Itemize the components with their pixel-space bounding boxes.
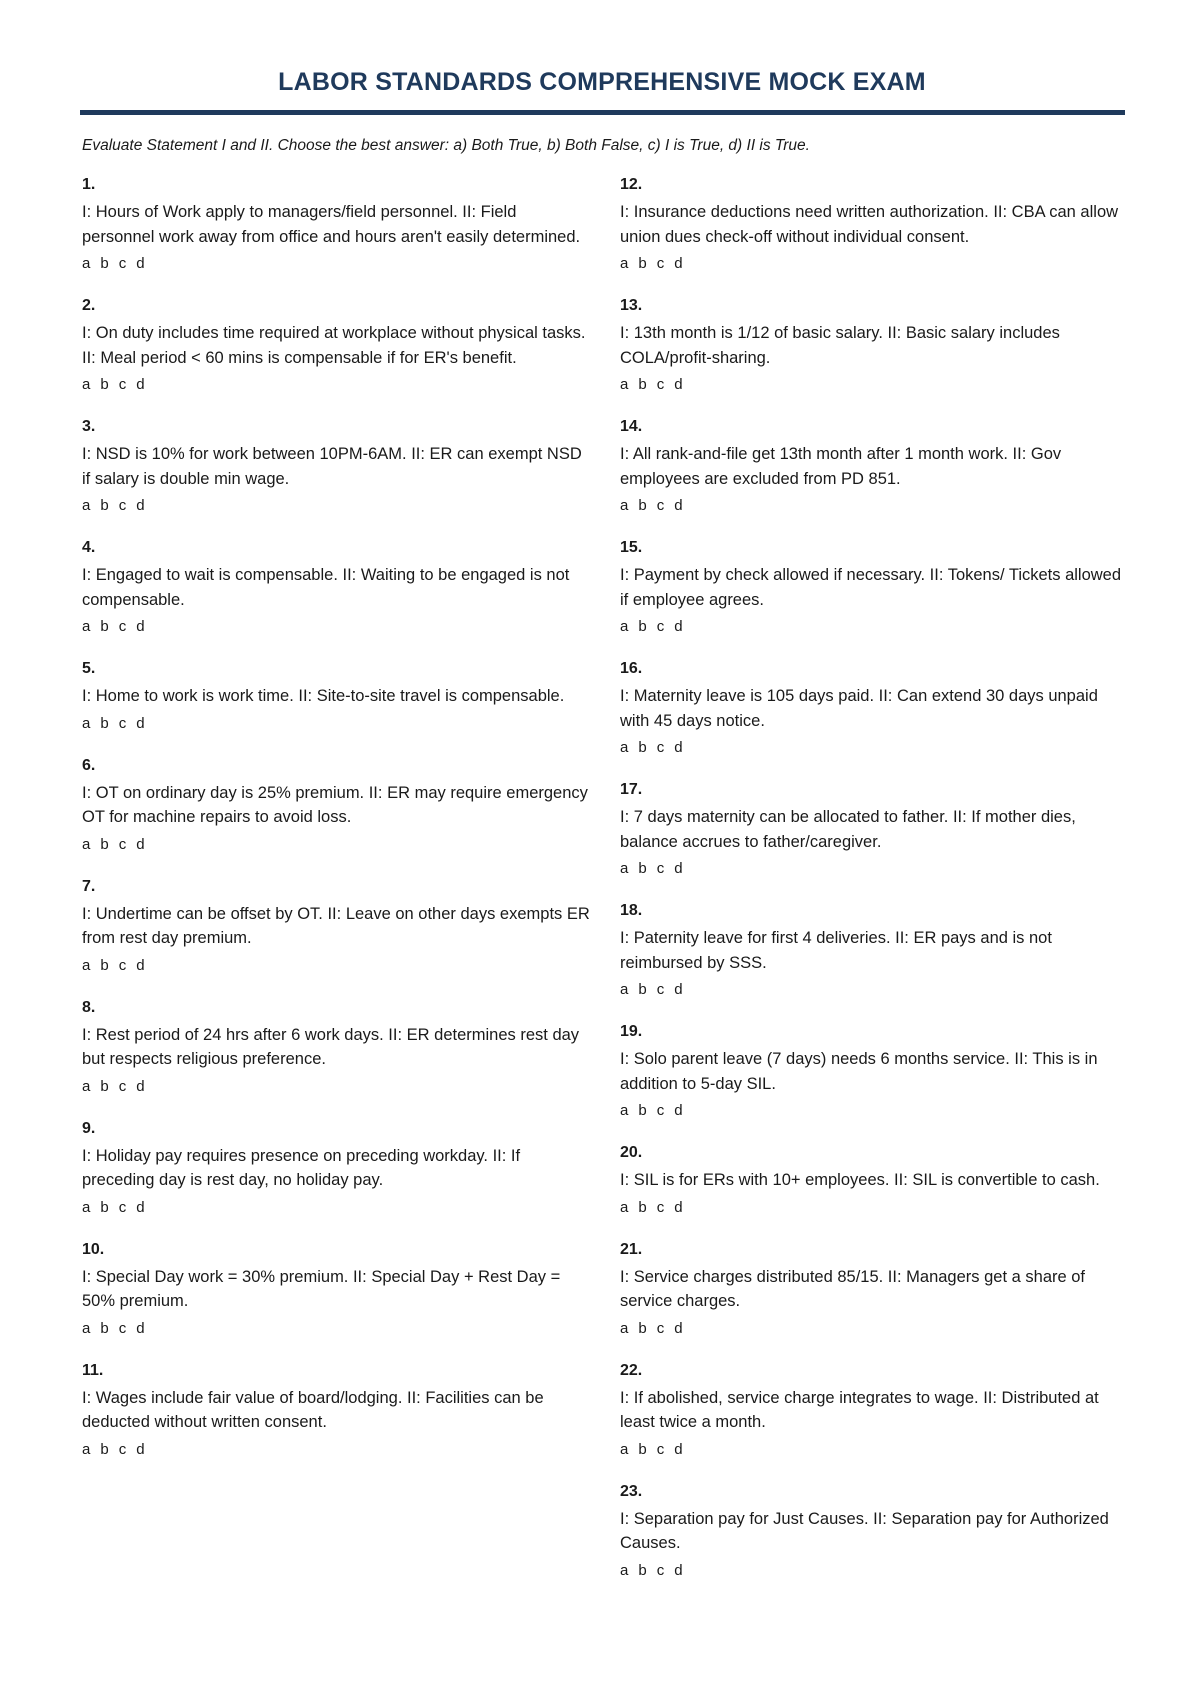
answer-choice[interactable]: d <box>136 1319 145 1337</box>
answer-choice[interactable]: b <box>638 1440 647 1458</box>
answer-choice[interactable]: d <box>674 255 683 272</box>
answer-choices <box>82 1319 592 1339</box>
answer-choices <box>620 1561 1130 1581</box>
answer-choice[interactable]: a <box>620 1102 629 1119</box>
answer-choice[interactable]: b <box>638 497 647 514</box>
question-number: 21. <box>620 1240 643 1258</box>
answer-choice[interactable]: b <box>100 1077 109 1095</box>
answer-choice[interactable]: d <box>136 1198 145 1216</box>
answer-choices <box>620 496 1130 516</box>
question-item <box>82 175 592 274</box>
answer-choice[interactable]: d <box>674 1561 683 1579</box>
answer-choice[interactable]: d <box>674 1319 683 1337</box>
answer-choice[interactable]: a <box>82 714 91 732</box>
question-statement: I: Wages include fair value of board/lodging. II: Facilities can be deducted without written consent. <box>82 1388 544 1431</box>
answer-choice[interactable]: c <box>118 618 127 635</box>
answer-choice[interactable]: a <box>82 1319 91 1337</box>
question-statement: I: Home to work is work time. II: Site-to-site travel is compensable. <box>82 687 565 705</box>
answer-choice[interactable]: a <box>620 981 629 998</box>
question-number: 11. <box>82 1361 104 1379</box>
answer-choice[interactable]: a <box>620 497 629 514</box>
question-statement: I: Engaged to wait is compensable. II: Waiting to be engaged is not compensable. <box>82 566 570 609</box>
answer-choices <box>82 714 592 734</box>
answer-choice[interactable]: a <box>82 497 91 514</box>
question-item <box>82 1361 592 1460</box>
question-statement: I: Insurance deductions need written authorization. II: CBA can allow union dues check-off without individual consent. <box>620 203 1119 246</box>
answer-choices <box>82 496 592 516</box>
question-statement: I: Undertime can be offset by OT. II: Leave on other days exempts ER from rest day premium. <box>82 904 590 947</box>
answer-choice[interactable]: a <box>82 1198 91 1216</box>
answer-choice[interactable]: a <box>620 618 629 635</box>
answer-choices <box>620 1101 1130 1121</box>
question-statement: I: Holiday pay requires presence on preceding workday. II: If preceding day is rest day, no holiday pay. <box>82 1146 521 1189</box>
question-item <box>620 780 1130 879</box>
answer-choice[interactable]: d <box>674 376 683 393</box>
answer-choice[interactable]: b <box>100 1198 109 1216</box>
answer-choice[interactable]: b <box>638 1102 647 1119</box>
answer-choice[interactable]: a <box>620 1561 629 1579</box>
answer-choice[interactable]: a <box>82 376 91 393</box>
title-divider <box>80 110 1125 115</box>
question-statement: I: 7 days maternity can be allocated to father. II: If mother dies, balance accrues to father/caregiver. <box>620 808 1076 851</box>
question-statement: I: Hours of Work apply to managers/field personnel. II: Field personnel work away from office and hours aren't easily determined. <box>82 203 581 246</box>
question-number: 10. <box>82 1240 105 1258</box>
question-item <box>620 296 1130 395</box>
answer-choice[interactable]: c <box>656 981 665 998</box>
answer-choice[interactable]: c <box>656 618 665 635</box>
question-item <box>620 1361 1130 1460</box>
question-item <box>620 1143 1130 1218</box>
answer-choice[interactable]: d <box>674 497 683 514</box>
answer-choice[interactable]: a <box>82 956 91 974</box>
answer-choice[interactable]: c <box>656 860 665 877</box>
answer-choice[interactable]: a <box>620 1198 629 1216</box>
question-item <box>82 998 592 1097</box>
question-item <box>620 659 1130 758</box>
answer-choice[interactable]: d <box>136 1077 145 1095</box>
answer-choices <box>82 375 592 395</box>
instructions: Evaluate Statement I and II. Choose the best answer: a) Both True, b) Both False, c) I is True, d) II is True. <box>82 137 810 154</box>
question-number: 6. <box>82 756 96 774</box>
answer-choice[interactable]: d <box>674 860 683 877</box>
question-number: 18. <box>620 902 643 919</box>
answer-choice[interactable]: c <box>656 1319 665 1337</box>
answer-choice[interactable]: b <box>638 1198 647 1216</box>
answer-choice[interactable]: b <box>638 860 647 877</box>
answer-choice[interactable]: c <box>656 1440 665 1458</box>
answer-choice[interactable]: d <box>674 739 683 756</box>
answer-choices <box>82 617 592 637</box>
answer-choice[interactable]: a <box>620 255 629 272</box>
answer-choices <box>82 1440 592 1460</box>
question-number: 23. <box>620 1482 643 1500</box>
answer-choice[interactable]: d <box>136 1440 145 1458</box>
answer-choice[interactable]: a <box>620 739 629 756</box>
question-number: 5. <box>82 660 96 677</box>
question-statement: I: Maternity leave is 105 days paid. II: Can extend 30 days unpaid with 45 days notice. <box>620 687 1098 730</box>
question-item <box>620 901 1130 1000</box>
question-item <box>82 1119 592 1218</box>
question-number: 3. <box>82 418 96 435</box>
question-number: 9. <box>82 1119 96 1137</box>
question-item <box>82 417 592 516</box>
answer-choice[interactable]: d <box>136 835 145 853</box>
question-number: 8. <box>82 998 96 1016</box>
question-statement: I: OT on ordinary day is 25% premium. II: ER may require emergency OT for machine repairs to avoid loss. <box>82 783 588 826</box>
question-item <box>82 877 592 976</box>
answer-choices <box>620 980 1130 1000</box>
question-number: 22. <box>620 1361 643 1379</box>
answer-choice[interactable]: a <box>82 835 91 853</box>
answer-choice[interactable]: b <box>100 1440 109 1458</box>
question-number: 13. <box>620 297 643 314</box>
answer-choice[interactable]: d <box>136 376 145 393</box>
answer-choice[interactable]: b <box>638 255 647 272</box>
question-item <box>82 296 592 395</box>
answer-choice[interactable]: c <box>656 497 665 514</box>
question-number: 19. <box>620 1023 643 1040</box>
answer-choice[interactable]: b <box>638 739 647 756</box>
question-item <box>82 538 592 637</box>
question-number: 12. <box>620 176 643 193</box>
question-number: 15. <box>620 539 643 556</box>
answer-choice[interactable]: c <box>118 255 127 272</box>
answer-choice[interactable]: d <box>136 956 145 974</box>
answer-choice[interactable]: c <box>118 714 127 732</box>
answer-choice[interactable]: b <box>100 714 109 732</box>
answer-choices <box>82 835 592 855</box>
answer-choice[interactable]: c <box>118 376 127 393</box>
answer-choice[interactable]: c <box>656 739 665 756</box>
question-number: 17. <box>620 781 643 798</box>
answer-choice[interactable]: c <box>656 376 665 393</box>
answer-choice[interactable]: a <box>620 1440 629 1458</box>
answer-choice[interactable]: a <box>82 1077 91 1095</box>
answer-choice[interactable]: d <box>674 1198 683 1216</box>
question-statement: I: All rank-and-file get 13th month after 1 month work. II: Gov employees are excluded from PD 851. <box>620 445 1062 488</box>
question-number: 4. <box>82 539 96 556</box>
answer-choice[interactable]: b <box>100 956 109 974</box>
answer-choices <box>82 254 592 274</box>
question-statement: I: NSD is 10% for work between 10PM-6AM. II: ER can exempt NSD if salary is double min wage. <box>82 445 582 488</box>
answer-choice[interactable]: b <box>638 618 647 635</box>
question-number: 14. <box>620 418 643 435</box>
question-statement: I: If abolished, service charge integrates to wage. II: Distributed at least twice a month. <box>620 1388 1099 1431</box>
answer-choice[interactable]: d <box>136 714 145 732</box>
question-number: 16. <box>620 660 643 677</box>
question-column-right <box>620 175 1130 1603</box>
question-item <box>82 1240 592 1339</box>
answer-choice[interactable]: c <box>118 835 127 853</box>
question-column-left <box>82 175 592 1482</box>
answer-choice[interactable]: a <box>620 860 629 877</box>
question-number: 20. <box>620 1144 643 1161</box>
answer-choice[interactable]: d <box>136 255 145 272</box>
answer-choice[interactable]: a <box>620 1319 629 1337</box>
question-item <box>620 538 1130 637</box>
answer-choice[interactable]: b <box>100 618 109 635</box>
question-item <box>620 175 1130 274</box>
answer-choice[interactable]: c <box>656 255 665 272</box>
question-number: 7. <box>82 877 96 895</box>
answer-choice[interactable]: c <box>118 1319 127 1337</box>
answer-choice[interactable]: b <box>100 1319 109 1337</box>
answer-choices <box>620 1440 1130 1460</box>
exam-title: LABOR STANDARDS COMPREHENSIVE MOCK EXAM <box>278 68 926 96</box>
answer-choice[interactable]: a <box>82 1440 91 1458</box>
answer-choices <box>620 738 1130 758</box>
answer-choices <box>82 1198 592 1218</box>
answer-choices <box>620 254 1130 274</box>
answer-choice[interactable]: c <box>118 1198 127 1216</box>
answer-choice[interactable]: b <box>100 835 109 853</box>
answer-choices <box>620 375 1130 395</box>
answer-choice[interactable]: c <box>118 956 127 974</box>
question-statement: I: Solo parent leave (7 days) needs 6 months service. II: This is in addition to 5-day SIL. <box>620 1050 1098 1093</box>
question-item <box>82 756 592 855</box>
question-statement: I: Paternity leave for first 4 deliveries. II: ER pays and is not reimbursed by SSS. <box>620 929 1052 972</box>
answer-choices <box>620 1319 1130 1339</box>
question-statement: I: Separation pay for Just Causes. II: Separation pay for Authorized Causes. <box>620 1509 1109 1552</box>
answer-choice[interactable]: b <box>100 376 109 393</box>
question-statement: I: Service charges distributed 85/15. II: Managers get a share of service charges. <box>620 1267 1086 1310</box>
answer-choices <box>620 617 1130 637</box>
answer-choice[interactable]: d <box>136 618 145 635</box>
answer-choices <box>620 859 1130 879</box>
answer-choice[interactable]: b <box>638 1561 647 1579</box>
answer-choice[interactable]: a <box>620 376 629 393</box>
question-statement: I: Rest period of 24 hrs after 6 work days. II: ER determines rest day but respects religious preference. <box>82 1025 580 1068</box>
answer-choice[interactable]: d <box>674 618 683 635</box>
answer-choice[interactable]: a <box>82 618 91 635</box>
answer-choice[interactable]: d <box>674 1440 683 1458</box>
answer-choice[interactable]: b <box>100 255 109 272</box>
answer-choice[interactable]: b <box>638 981 647 998</box>
answer-choice[interactable]: c <box>656 1102 665 1119</box>
answer-choice[interactable]: c <box>118 497 127 514</box>
question-statement: I: 13th month is 1/12 of basic salary. II: Basic salary includes COLA/profit-sharing. <box>620 324 1060 367</box>
answer-choice[interactable]: b <box>100 497 109 514</box>
question-statement: I: Payment by check allowed if necessary. II: Tokens/ Tickets allowed if employee agrees. <box>620 566 1122 609</box>
question-statement: I: SIL is for ERs with 10+ employees. II: SIL is convertible to cash. <box>620 1171 1100 1189</box>
question-item <box>620 417 1130 516</box>
question-item <box>620 1022 1130 1121</box>
answer-choice[interactable]: c <box>118 1077 127 1095</box>
question-statement: I: On duty includes time required at workplace without physical tasks. II: Meal period < 60 mins is compensable if for ER's benefit. <box>82 324 586 367</box>
answer-choice[interactable]: c <box>118 1440 127 1458</box>
question-item <box>82 659 592 734</box>
answer-choices <box>82 956 592 976</box>
question-item <box>620 1482 1130 1581</box>
answer-choice[interactable]: c <box>656 1198 665 1216</box>
question-statement: I: Special Day work = 30% premium. II: Special Day + Rest Day = 50% premium. <box>82 1267 561 1310</box>
question-item <box>620 1240 1130 1339</box>
answer-choice[interactable]: d <box>136 497 145 514</box>
answer-choice[interactable]: a <box>82 255 91 272</box>
answer-choice[interactable]: d <box>674 981 683 998</box>
answer-choice[interactable]: c <box>656 1561 665 1579</box>
question-number: 2. <box>82 297 96 314</box>
answer-choices <box>82 1077 592 1097</box>
question-number: 1. <box>82 176 96 193</box>
answer-choices <box>620 1198 1130 1218</box>
answer-choice[interactable]: b <box>638 376 647 393</box>
answer-choice[interactable]: b <box>638 1319 647 1337</box>
answer-choice[interactable]: d <box>674 1102 683 1119</box>
